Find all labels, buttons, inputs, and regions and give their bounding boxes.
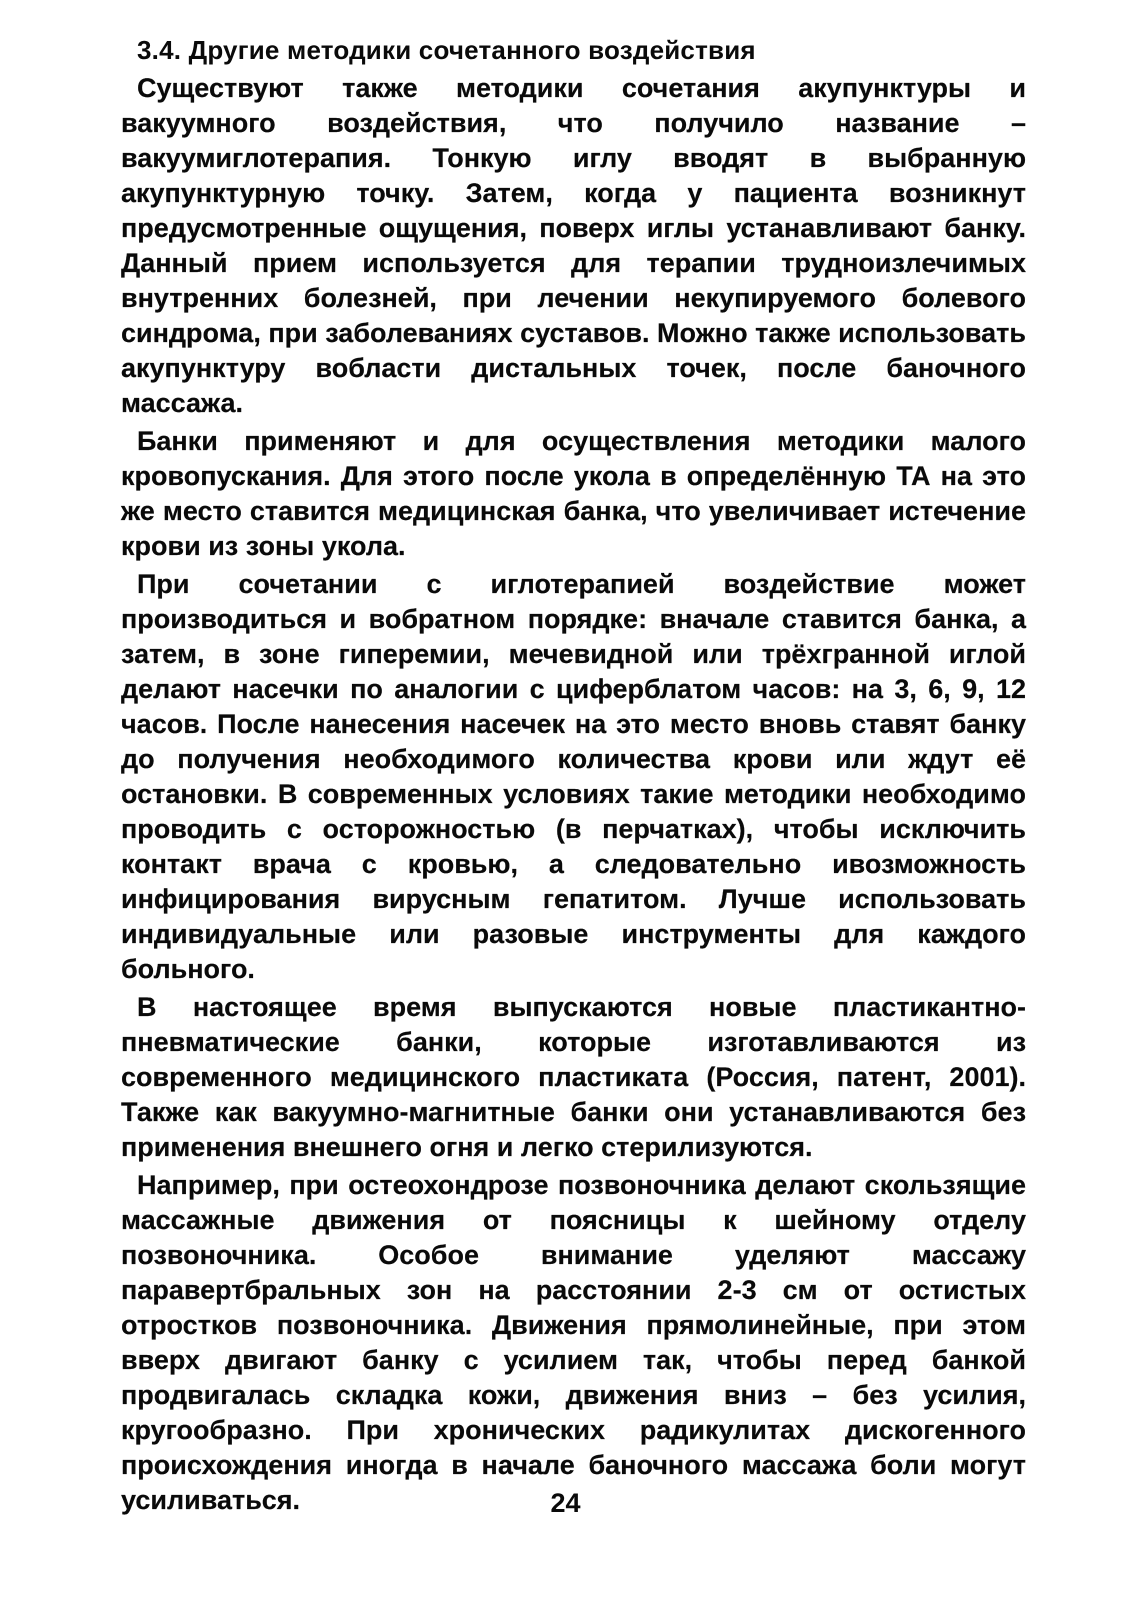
paragraph: При сочетании с иглотерапией воздействие может производиться и вобратном порядке: вначале ставится банка, а затем, в зоне гиперемии, мечевидной или трёхгранной иглой делают насечки по аналогии с циферблатом часов: на 3, 6, 9, 12 часов. После нанесения насечек на это место вновь ставят банку до получения необходимого количества крови или ждут её остановки. В современных условиях такие методики необходимо проводить с осторожностью (в перчатках), чтобы исключить контакт врача с кровью, а следовательно ивозможность инфицирования вирусным гепатитом. Лучше использовать индивидуальные или разовые инструменты для каждого больного. [121,569,1026,984]
section-heading: 3.4. Другие методики сочетанного воздействия [137,35,756,65]
page-number: 24 [550,1488,581,1518]
paragraph: Существуют также методики сочетания акупунктуры и вакуумного воздействия, что получило название – вакуумиглотерапия. Тонкую иглу вводят в выбранную акупунктурную точку. Затем, когда у пациента возникнут предусмотренные ощущения, поверх иглы устанавливают банку. Данный прием используется для терапии трудноизлечимых внутренних болезней, при лечении некупируемого болевого синдрома, при заболеваниях суставов. Можно также использовать акупунктуру вобласти дистальных точек, после баночного массажа. [121,73,1026,418]
paragraph: Банки применяют и для осуществления методики малого кровопускания. Для этого после укола в определённую ТА на это же место ставится медицинская банка, что увеличивает истечение крови из зоны укола. [121,426,1026,561]
paragraph: В настоящее время выпускаются новые пластикантно-пневматические банки, которые изготавливаются из современного медицинского пластиката (Россия, патент, 2001). Также как вакуумно-магнитные банки они устанавливаются без применения внешнего огня и легко стерилизуются. [121,992,1026,1162]
page-body [121,34,1026,1521]
paragraph: Например, при остеохондрозе позвоночника делают скользящие массажные движения от поясницы к шейному отделу позвоночника. Особое внимание уделяют массажу паравертбральных зон на расстоянии 2-3 см от остистых отростков позвоночника. Движения прямолинейные, при этом вверх двигают банку с усилием так, чтобы перед банкой продвигалась складка кожи, движения вниз – без усилия, кругообразно. При хронических радикулитах дискогенного происхождения иногда в начале баночного массажа боли могут усиливаться. [121,1170,1026,1515]
